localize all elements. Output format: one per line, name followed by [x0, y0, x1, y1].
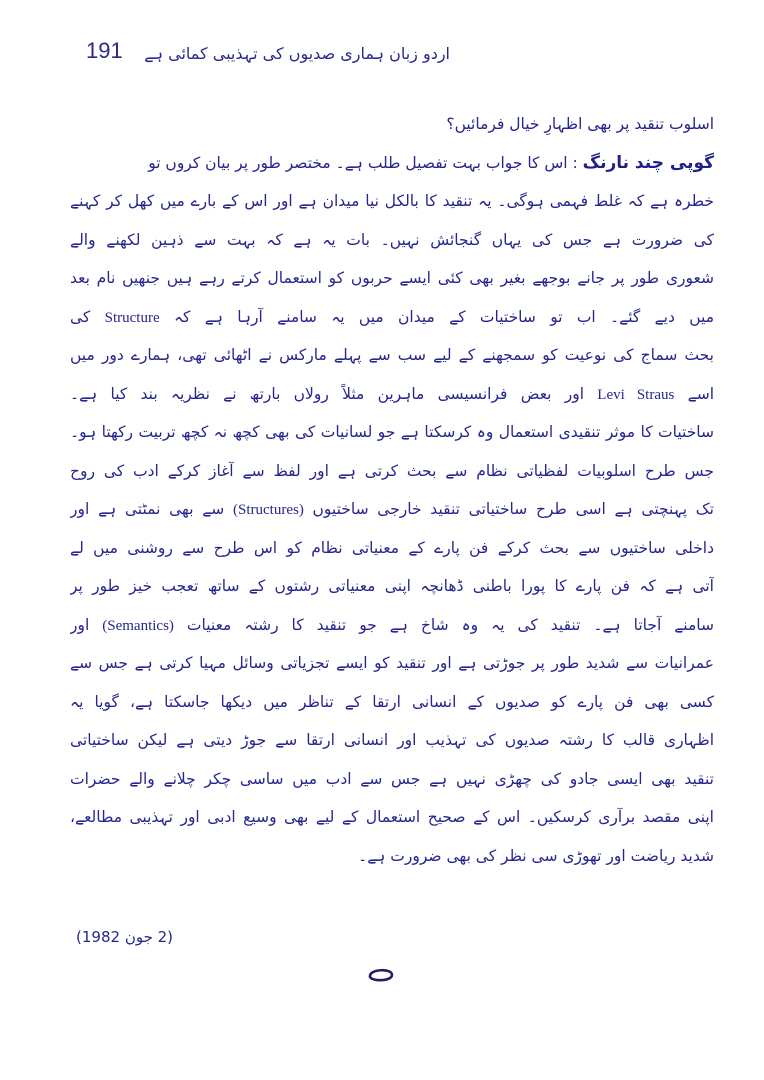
- answer-line: [70, 144, 714, 183]
- answer-text: اور بعض فرانسیسی ماہرین مثلاً رولاں بارتھ نے نظریہ بند کیا ہے۔: [70, 384, 585, 403]
- answer-line: [70, 298, 714, 337]
- answer-line: خطرہ ہے کہ غلط فہمی ہوگی۔ یہ تنقید کا بالکل نیا میدان ہے اور اس کے بارے میں کھل کر کہنے: [70, 192, 714, 210]
- answer-text: تک پہنچتی ہے اسی طرح ساختیاتی تنقید خارجی ساختیوں: [312, 500, 714, 518]
- answer-line: [70, 490, 714, 529]
- answer-line: عمرانیات سے شدید طور پر جوڑتی ہے اور تنقید کو ایسے تجزیاتی وسائل مہیا کرتی ہے جس سے: [70, 654, 714, 672]
- section-end-ornament-icon: [367, 967, 395, 983]
- answer-text: کی: [70, 307, 91, 326]
- answer-line: [70, 606, 714, 645]
- answer-line: کسی بھی فن پارے کو صدیوں کے انسانی ارتقا کے تناظر میں دیکھا جاسکتا ہے، گویا یہ: [70, 692, 714, 711]
- answer-line: آتی ہے کہ فن پارے کا پورا باطنی ڈھانچہ اپنی معنیاتی رشتوں کے ساتھ تعجب خیز طور پر: [70, 577, 714, 595]
- answer-text: سامنے آجاتا ہے۔ تنقید کی یہ وہ شاخ ہے جو تنقید کا رشتہ معنیات: [186, 615, 714, 634]
- answer-line: شعوری طور پر جانے بوجھے بغیر بھی کئی ایسے حربوں کو استعمال کرتے رہے ہیں جنھیں نام بعد: [70, 269, 714, 287]
- answer-line: جس طرح اسلوبیات لفظیاتی نظام سے بحث کرتی ہے اور لفظ سے آغاز کرکے ادب کی روح: [70, 461, 714, 480]
- page-number: 191: [86, 38, 123, 63]
- interview-date: (2 جون 1982): [76, 928, 174, 946]
- answer-line: تنقید بھی ایسی جادو کی چھڑی نہیں ہے جس سے ادب میں ساسی چکر چلانے والے حضرات: [70, 769, 714, 788]
- running-header: اردو زبان ہماری صدیوں کی تہذیبی کمائی ہے: [144, 44, 450, 63]
- answer-line: [70, 375, 714, 414]
- answer-line: اپنی مقصد برآری کرسکیں۔ اس کے صحیح استعمال کے لیے بھی وسیع ادبی اور تہذیبی مطالعے،: [70, 808, 714, 826]
- speaker-name: گوپی چند نارنگ: [582, 152, 714, 173]
- latin-term: (Semantics): [102, 617, 174, 634]
- answer-text: سے بھی نمٹتی ہے اور: [70, 500, 225, 518]
- answer-text: اور: [70, 615, 90, 634]
- answer-text: اسے: [687, 384, 714, 403]
- answer-line: بحث سماج کی نوعیت کو سمجھنے کے لیے سب سے پہلے مارکس نے اٹھائی تھی، ہمارے دور میں: [70, 346, 714, 364]
- latin-term: (Structures): [233, 502, 304, 518]
- answer-line: اظہاری قالب کا رشتہ صدیوں کی تہذیب اور انسانی ارتقا سے جوڑ دیتی ہے لیکن ساختیاتی: [70, 731, 714, 749]
- latin-term: Structure: [104, 309, 160, 326]
- answer-line: داخلی ساختیوں سے بحث کرکے فن پارے کے معنیاتی نظام کو اس طرح سے روشنی میں لے: [70, 538, 714, 557]
- latin-term: Levi Straus: [597, 386, 675, 403]
- interview-body: [70, 105, 714, 875]
- answer-line: کی ضرورت ہے جس کی یہاں گنجائش نہیں۔ بات یہ ہے کہ بہت سے ذہین لکھنے والے: [70, 230, 714, 249]
- answer-line: شدید ریاضت اور تھوڑی سی نظر کی بھی ضرورت ہے۔: [358, 846, 714, 865]
- answer-text: میں دیے گئے۔ اب تو ساختیات کے میدان میں یہ سامنے آرہا ہے کہ: [173, 307, 714, 326]
- question-line: اسلوب تنقید پر بھی اظہارِ خیال فرمائیں؟: [446, 115, 714, 133]
- answer-text: : اس کا جواب بہت تفصیل طلب ہے۔ مختصر طور پر بیان کروں تو: [148, 153, 578, 172]
- answer-line: ساختیات کا موثر تنقیدی استعمال وہ کرسکتا ہے جو لسانیات کی بھی کچھ نہ کچھ تربیت رکھتا ہو۔: [70, 423, 714, 441]
